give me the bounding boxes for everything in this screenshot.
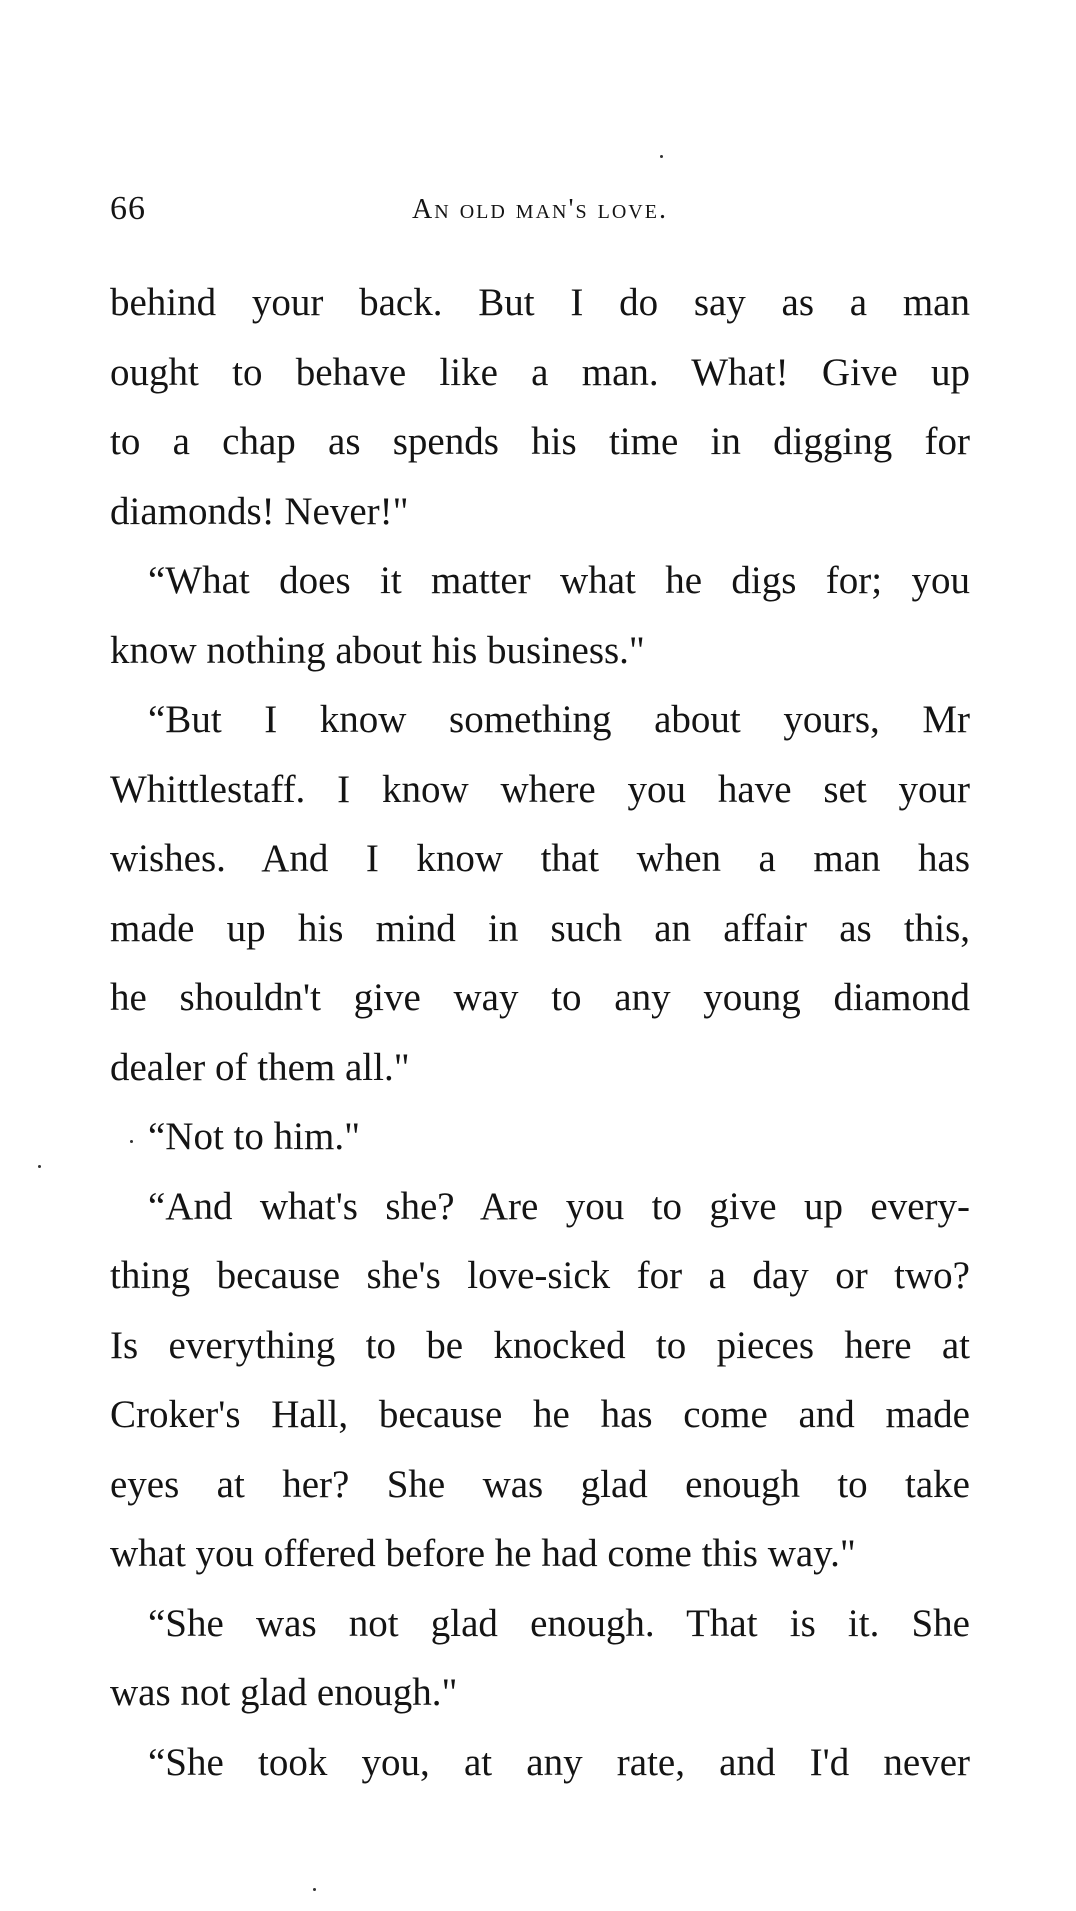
- page-header: [110, 190, 970, 240]
- text-line: “Not to him.": [148, 1115, 360, 1158]
- text-line: “She was not glad enough. That is it. She: [148, 1601, 970, 1645]
- running-title: an old man's love.: [412, 194, 668, 225]
- print-speck: [313, 1888, 316, 1891]
- page-number: 66: [110, 190, 146, 227]
- text-line: ought to behave like a man. What! Give up: [110, 350, 970, 394]
- text-line: Croker's Hall, because he has come and made: [110, 1393, 970, 1436]
- text-line: was not glad enough.": [110, 1671, 458, 1714]
- text-line: “She took you, at any rate, and I'd never: [148, 1740, 970, 1784]
- text-line: know nothing about his business.": [110, 628, 645, 672]
- text-line: dealer of them all.": [110, 1045, 410, 1089]
- print-speck: [130, 1140, 133, 1143]
- text-line: wishes. And I know that when a man has: [110, 837, 970, 880]
- text-line: what you offered before he had come this way.": [110, 1532, 856, 1575]
- text-line: made up his mind in such an affair as this,: [110, 906, 970, 950]
- text-line: thing because she's love-sick for a day or two?: [110, 1254, 970, 1297]
- text-line: Whittlestaff. I know where you have set your: [110, 767, 970, 811]
- text-line: eyes at her? She was glad enough to take: [110, 1462, 970, 1506]
- print-speck: [38, 1165, 41, 1168]
- print-speck: [660, 155, 663, 158]
- text-line: behind your back. But I do say as a man: [110, 281, 970, 324]
- text-line: diamonds! Never!": [110, 489, 409, 533]
- text-line: to a chap as spends his time in digging for: [110, 420, 970, 463]
- body-text: [110, 268, 970, 1797]
- text-line: he shouldn't give way to any young diamond: [110, 976, 970, 1019]
- text-line: Is everything to be knocked to pieces here at: [110, 1323, 970, 1367]
- text-line: “But I know something about yours, Mr: [148, 698, 970, 741]
- text-line: “And what's she? Are you to give up every-: [148, 1184, 970, 1228]
- text-line: “What does it matter what he digs for; you: [148, 559, 970, 602]
